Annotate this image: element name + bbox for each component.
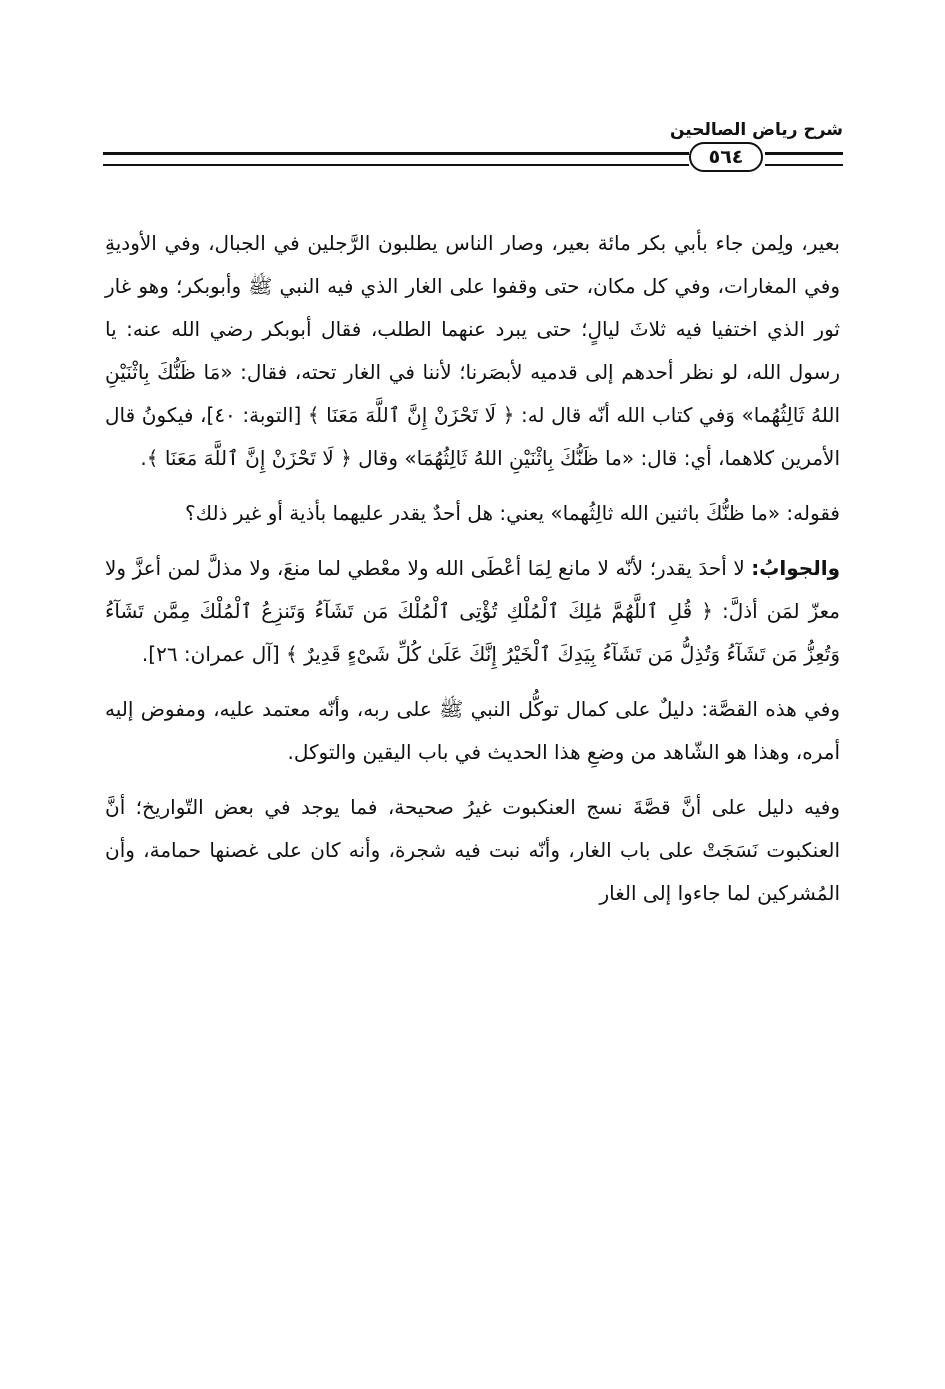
paragraph-1: بعير، ولِمن جاء بأبي بكر مائة بعير، وصار الناس يطلبون الرَّجلين في الجبال، وفي الأوديةِ وفي المغارات، وفي كل مكان، حتى وقفوا على الغار الذي فيه النبي ﷺ وأبوبكر؛ وهو غار ثور الذي اختفيا فيه ثلاثَ ليالٍ؛ حتى يبرد عنهما الطلب، فقال أبوبكر رضي الله عنه: يا رسول الله، لو نظر أحدهم إلى قدميه لأبصَرنا؛ لأننا في الغار تحته، فقال: «مَا ظَنُّكَ بِاثْنَيْنِ اللهُ ثَالِثُهُما» وَفي كتاب الله أنّه قال له: ﴿ لَا تَحْزَنْ إِنَّ ٱللَّهَ مَعَنَا ﴾ [التوبة: ٤٠]، فيكونُ قال الأمرين كلاهما، أي: قال: «ما ظَنُّكَ بِاثْنَيْنِ اللهُ ثَالِثُهُمَا» وقال ﴿ لَا تَحْزَنْ إِنَّ ٱللَّهَ مَعَنَا ﴾. xyxy=(105,231,840,470)
paragraph-5: وفيه دليل على أنَّ قصَّةَ نسج العنكبوت غيرُ صحيحة، فما يوجد في بعض التّواريخ؛ أنَّ العنكبوت نَسَجَتْ على باب الغار، وأنّه نبت فيه شجرة، وأنه كان على غصنها حمامة، وأن المُشركين لما جاءوا إلى الغار xyxy=(105,795,840,905)
book-title: شرح رياض الصالحين xyxy=(669,120,843,140)
paragraph-4: وفي هذه القصَّة: دليلٌ على كمال توكُّل النبي ﷺ على ربه، وأنّه معتمد عليه، ومفوض إليه أمره، وهذا هو الشّاهد من وضعِ هذا الحديث في باب اليقين والتوكل. xyxy=(105,697,840,764)
page-header xyxy=(103,112,843,182)
page-number: ٥٦٤ xyxy=(689,142,763,172)
paragraph-3 xyxy=(105,547,840,676)
header-rule-right xyxy=(765,152,843,166)
answer-lead: والجوابُ: xyxy=(751,556,840,580)
paragraph-2: فقوله: «ما ظنُّكَ باثنين الله ثالِثُهما» يعني: هل أحدٌ يقدر عليهما بأذية أو غير ذلك؟ xyxy=(185,501,840,525)
header-rule-left xyxy=(103,152,689,166)
page-body xyxy=(105,222,840,927)
answer-text: لا أحدَ يقدر؛ لأنّه لا مانع لِمَا أعْطَى الله ولا معْطي لما منعَ، ولا مذلَّ لمن أعزَّ ولا معزّ لمَن أذلَّ: ﴿ قُلِ ٱللَّهُمَّ مَٰلِكَ ٱلْمُلْكِ تُؤْتِى ٱلْمُلْكَ مَن تَشَآءُ وَتَنزِعُ ٱلْمُلْكَ مِمَّن تَشَآءُ وَتُعِزُّ مَن تَشَآءُ وَتُذِلُّ مَن تَشَآءُ بِيَدِكَ ٱلْخَيْرُ إِنَّكَ عَلَىٰ كُلِّ شَىْءٍ قَدِيرٌ ﴾ [آل عمران: ٢٦]. xyxy=(105,556,840,666)
